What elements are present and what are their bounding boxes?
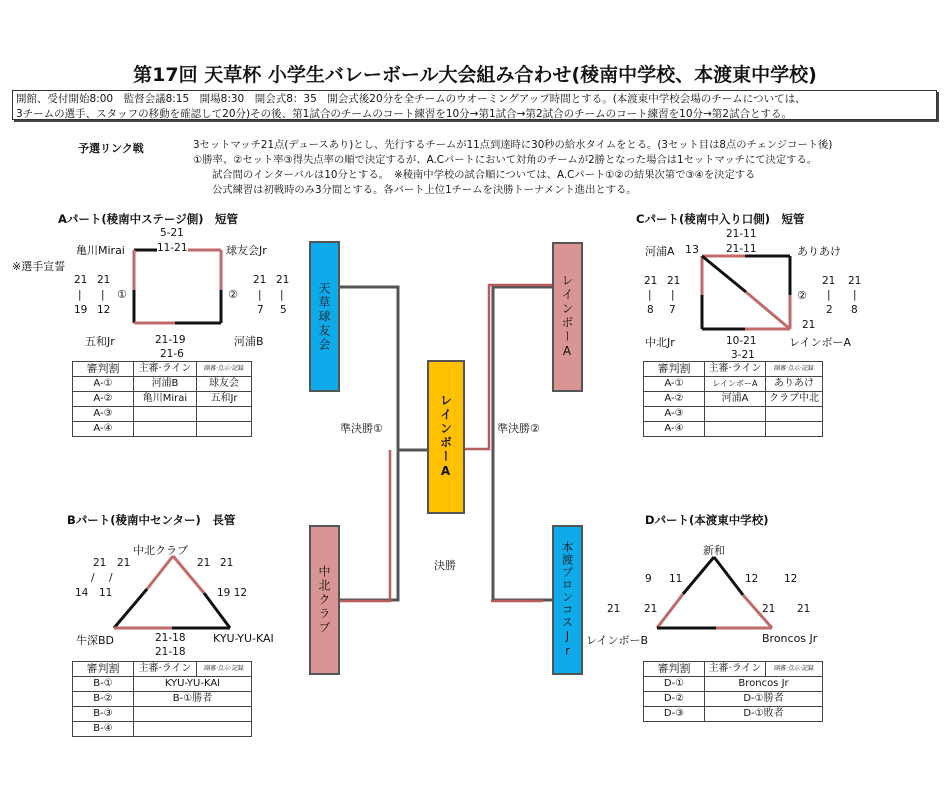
part-c-referee-table: [643, 361, 823, 437]
table-row: A-② 河浦A クラブ中北: [644, 392, 823, 407]
bracket-slot-b: [309, 525, 340, 675]
col-header: 主審·ライン: [705, 362, 766, 377]
part-a-bottom-score-2: 21-6: [160, 348, 184, 360]
col-header: 主審·ライン: [134, 362, 197, 377]
page-title: 第17回 天草杯 小学生バレーボール大会組み合わせ(稜南中学校、本渡東中学校): [133, 64, 817, 86]
col-header: 副審·点示·記録: [197, 362, 252, 377]
semifinal-2-label: 準決勝②: [497, 422, 540, 435]
part-c-diag-score: 21: [802, 319, 816, 331]
part-d-left-inner-bottom: 21: [644, 603, 658, 615]
part-d-right-inner-bottom: 21: [762, 603, 776, 615]
part-d-left-outer-top: 9: [645, 573, 652, 585]
part-a-team-bottom-right: 河浦B: [234, 335, 264, 348]
col-header: 審判割: [73, 362, 134, 377]
part-c-left-sep-2: |: [671, 289, 675, 301]
part-c-square: [702, 256, 790, 329]
bracket-right-lines: [461, 285, 554, 601]
part-b-left-top-2: 21: [117, 557, 131, 569]
part-b-title: Bパート(稜南中センター) 長管: [67, 513, 236, 527]
part-a-right-bottom-2: 5: [280, 304, 287, 316]
part-b-left-top-1: 21: [93, 557, 107, 569]
bracket-slot-d-label: 本渡ブロンコスJr: [560, 541, 575, 659]
table-row: A-④: [644, 422, 823, 437]
part-a-team-top-left: 亀川Mirai: [76, 244, 125, 257]
table-row: A-① レインボーA ありあけ: [644, 377, 823, 392]
bracket-slot-d: [552, 525, 583, 675]
part-a-team-bottom-left: 五和Jr: [85, 335, 115, 348]
table-row: D-① Broncos Jr: [644, 677, 823, 692]
part-c-left-top-2: 21: [667, 275, 681, 287]
part-b-team-bottom-right: KYU-YU-KAI: [213, 632, 274, 645]
part-c-left-sep-1: |: [648, 289, 652, 301]
part-a-title: Aパート(稜南中ステージ側) 短管: [58, 212, 238, 226]
part-c-top-score-2: 21-11: [726, 243, 757, 255]
table-header-row: [73, 662, 252, 677]
part-a-left-sep-2: |: [101, 289, 105, 301]
col-header: 審判割: [644, 362, 705, 377]
table-header-row: [644, 362, 823, 377]
rule-line-3: 試合間のインターバルは10分とする。 ※稜南中学校の試合順については、A.Cパート①②の結果次第で③④を決定する: [212, 169, 756, 181]
part-c-right-sep-2: |: [853, 289, 857, 301]
part-a-right-bottom-1: 7: [257, 304, 264, 316]
part-a-bottom-score-1: 21-19: [155, 334, 186, 346]
semifinal-1-label: 準決勝①: [340, 422, 383, 435]
col-header: 副審·点示·記録: [766, 362, 823, 377]
part-a-left-bottom-1: 19: [74, 304, 88, 316]
part-c-top-left-extra: 13: [685, 243, 699, 256]
bracket-left-lines: [336, 287, 430, 601]
part-b-right-bottom: 19 12: [217, 587, 248, 599]
table-row: B-③: [73, 707, 252, 722]
part-a-left-bottom-2: 12: [97, 304, 111, 316]
part-b-team-apex: 中北クラブ: [133, 544, 188, 557]
part-b-bottom-score-2: 21-18: [155, 646, 186, 658]
bracket-champion: [427, 360, 465, 514]
part-c-bottom-score-1: 10-21: [726, 335, 757, 347]
part-b-left-sep-1: /: [91, 572, 95, 584]
part-a-team-top-right: 球友会Jr: [226, 244, 267, 257]
part-c-team-top-left: 河浦A: [645, 245, 675, 258]
part-a-top-score-1: 5-21: [160, 227, 184, 239]
part-b-right-top-2: 21: [220, 557, 234, 569]
part-c-title: Cパート(稜南中入り口側) 短管: [636, 212, 805, 226]
table-row: A-③: [644, 407, 823, 422]
part-a-top-score-2: 11-21: [157, 242, 188, 254]
part-c-right-bottom-2: 8: [851, 304, 858, 316]
part-a-square: [134, 250, 221, 323]
bracket-champion-label: レインボーA: [438, 394, 453, 480]
part-c-team-top-right: ありあけ: [797, 245, 841, 258]
table-row: B-④: [73, 722, 252, 737]
part-d-left-outer-bottom: 21: [607, 603, 621, 615]
col-header: 副審·点示·記録: [766, 662, 823, 677]
table-row: A-④: [73, 422, 252, 437]
bracket-slot-c-label: レインボーA: [560, 274, 574, 360]
part-b-right-top-1: 21: [197, 557, 211, 569]
part-c-team-bottom-left: 中北Jr: [645, 336, 675, 349]
part-a-circle-2: ②: [228, 288, 238, 301]
part-b-left-sep-2: /: [109, 572, 113, 584]
part-c-top-score-1: 21-11: [726, 228, 757, 240]
part-d-left-inner-top: 11: [669, 573, 683, 585]
rule-line-4: 公式練習は初戦時のみ3分間とする。各パート上位1チームを決勝トーナメント進出とする。: [212, 184, 637, 196]
part-a-left-sep-1: |: [78, 289, 82, 301]
part-a-right-sep-1: |: [258, 289, 262, 301]
bracket-slot-c: [552, 242, 583, 392]
col-header: 副審·点示·記録: [197, 662, 252, 677]
part-a-right-top-2: 21: [276, 274, 290, 286]
part-d-referee-table: [643, 661, 823, 722]
part-c-left-bottom-2: 7: [669, 304, 676, 316]
col-header: 主審·ライン: [705, 662, 766, 677]
table-row: A-② 亀川Mirai 五和Jr: [73, 392, 252, 407]
part-b-bottom-score-1: 21-18: [155, 632, 186, 644]
part-c-right-sep-1: |: [827, 289, 831, 301]
col-header: 審判割: [73, 662, 134, 677]
table-row: D-③ D-①敗者: [644, 707, 823, 722]
final-label: 決勝: [434, 559, 456, 572]
part-d-team-apex: 新和: [703, 544, 725, 557]
col-header: 主審·ライン: [134, 662, 197, 677]
part-a-right-sep-2: |: [280, 289, 284, 301]
table-row: A-① 河浦B 球友会: [73, 377, 252, 392]
table-header-row: [644, 662, 823, 677]
table-row: B-① KYU-YU-KAI: [73, 677, 252, 692]
part-a-right-top-1: 21: [253, 274, 267, 286]
part-a-referee-table: [72, 361, 252, 437]
part-c-right-bottom-1: 2: [826, 304, 833, 316]
part-a-circle-1: ①: [117, 288, 127, 301]
notice-line-1: 開館、受付開始8:00 監督会議8:15 開場8:30 開会式8：35 開会式後20分を全チームのウオーミングアップ時間とする。(本渡東中学校会場のチームについては、: [16, 93, 806, 105]
part-d-right-inner-top: 12: [745, 573, 759, 585]
part-b-triangle: [114, 556, 230, 628]
part-c-bottom-score-2: 3-21: [731, 349, 755, 361]
bracket-slot-a-label: 天草球友会: [317, 281, 331, 352]
part-c-left-bottom-1: 8: [647, 304, 654, 316]
part-b-left-bottom-2: 11: [99, 587, 113, 599]
bracket-slot-b-label: 中北クラブ: [317, 565, 331, 635]
part-b-referee-table: [72, 661, 252, 737]
part-c-left-top-1: 21: [644, 275, 658, 287]
part-b-left-bottom-1: 14: [75, 587, 89, 599]
part-b-team-bottom-left: 牛深BD: [76, 634, 115, 647]
part-d-triangle: [657, 557, 772, 628]
part-c-right-top-1: 21: [822, 275, 836, 287]
part-d-right-outer-top: 12: [784, 573, 798, 585]
part-a-note: ※選手宣誓: [12, 260, 66, 273]
part-a-left-top-1: 21: [74, 274, 88, 286]
part-d-team-bottom-left: レインボーB: [586, 634, 648, 647]
part-c-team-bottom-right: レインボーA: [789, 336, 851, 349]
part-c-right-top-2: 21: [848, 275, 862, 287]
table-row: B-② B-①勝者: [73, 692, 252, 707]
table-row: D-② D-①勝者: [644, 692, 823, 707]
rule-line-2: ①勝率、②セット率③得失点率の順で決定するが、A.Cパートにおいて対角のチームが2勝となった場合は1セットマッチにて決定する。: [193, 154, 818, 166]
rules-label: 予選リンク戦: [78, 142, 144, 155]
rule-line-1: 3セットマッチ21点(デュースあり)とし、先行するチームが11点到達時に30秒の給水タイムをとる。(3セット目は8点のチェンジコート後): [193, 139, 833, 151]
part-a-left-top-2: 21: [97, 274, 111, 286]
col-header: 審判割: [644, 662, 705, 677]
part-c-circle-2: ②: [797, 289, 807, 302]
bracket-slot-a: [309, 241, 340, 392]
part-d-team-bottom-right: Broncos Jr: [762, 632, 818, 645]
part-d-title: Dパート(本渡東中学校): [645, 513, 769, 527]
part-d-right-outer-bottom: 21: [797, 603, 811, 615]
table-header-row: [73, 362, 252, 377]
table-row: A-③: [73, 407, 252, 422]
notice-line-2: 3チームの選手、スタッフの移動を確認して20分)その後、第1試合のチームのコート練習を10分→第1試合→第2試合のチームのコート練習を10分→第2試合とする。: [16, 107, 792, 120]
